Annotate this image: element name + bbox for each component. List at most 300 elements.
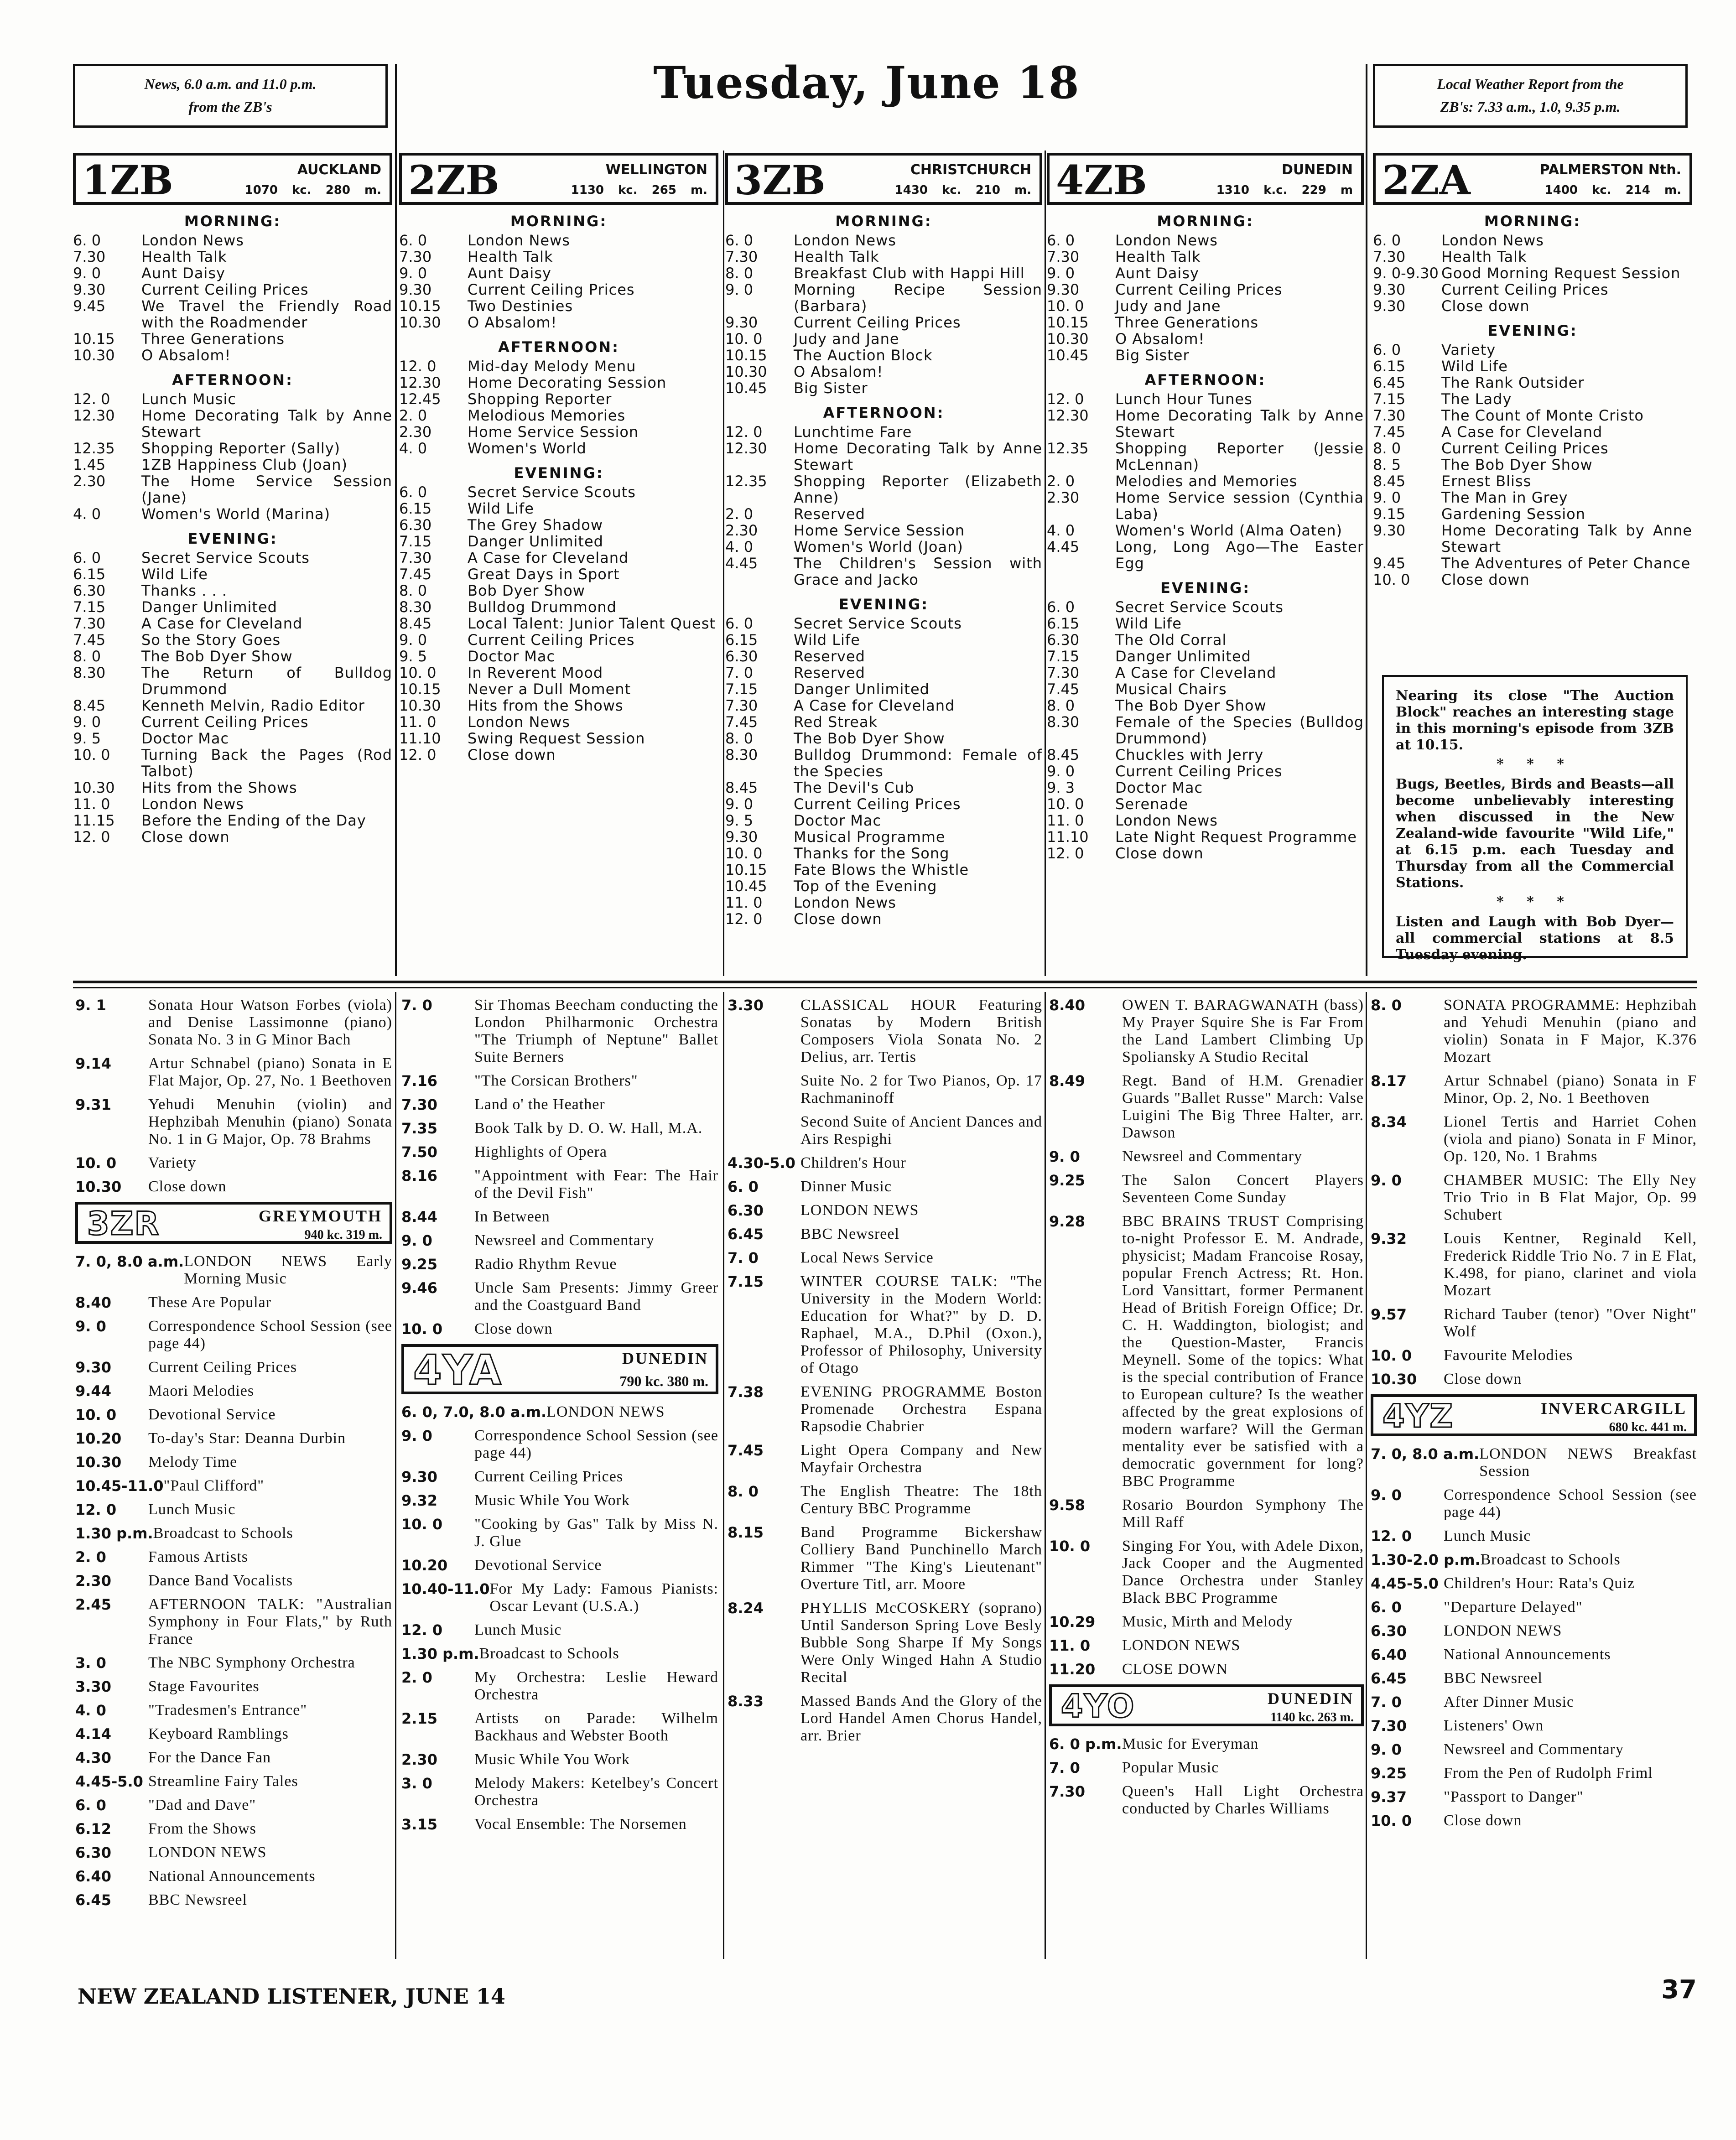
programme-item [725, 747, 1042, 779]
programme-time: 12. 0 [73, 390, 110, 408]
programme-time: 10.45 [725, 878, 767, 895]
station-call-4ya: 4YA [413, 1346, 502, 1394]
programme-item [725, 730, 1042, 747]
programme-item [399, 648, 718, 665]
programme-item [75, 1868, 392, 1885]
programme-title: Local Talent: Junior Talent Quest [468, 615, 716, 632]
programme-title: Home Service session (Cynthia Laba) [1115, 489, 1364, 523]
station-call-4yo: 4YO [1061, 1688, 1135, 1725]
page-number: 37 [1661, 1975, 1697, 2005]
lower-column-3 [728, 997, 1042, 1751]
station-city: DUNEDIN [1281, 162, 1353, 178]
programme-time: 2. 0 [75, 1548, 106, 1566]
programme-title: The Rank Outsider [1441, 374, 1585, 391]
programme-item [75, 1501, 392, 1518]
programme-time: 10.15 [1047, 314, 1089, 331]
programme-time: 2. 0 [1047, 473, 1075, 490]
programme-time: 8.45 [399, 615, 432, 632]
programme-title: Musical Programme [794, 828, 946, 846]
programme-title: The Salon Concert Players Seventeen Come Sunday [1122, 1172, 1364, 1206]
station-city: PALMERSTON Nth. [1539, 162, 1681, 178]
section-heading: AFTERNOON: [823, 404, 945, 421]
programme-item [1047, 812, 1364, 829]
programme-time: 6. 0 [725, 615, 754, 632]
programme-time: 4. 0 [73, 505, 101, 523]
programme-title: Danger Unlimited [1115, 648, 1251, 665]
programme-item [75, 1596, 392, 1648]
programme-time: 7. 0 [728, 1249, 759, 1267]
programme-title: Shopping Reporter (Jessie McLennan) [1115, 440, 1364, 473]
programme-title: Wild Life [468, 500, 534, 517]
programme-item [75, 1454, 392, 1471]
programme-item [73, 506, 392, 522]
station-city-4yo: DUNEDIN [1267, 1689, 1354, 1708]
programme-item [1047, 763, 1364, 779]
news-times-box [73, 64, 388, 128]
programme-title: Aunt Daisy [141, 265, 225, 282]
programme-time [728, 1113, 800, 1148]
programme-title: London News [141, 232, 244, 249]
programme-title: For My Lady: Famous Pianists: Oscar Levant (U.S.A.) [489, 1580, 718, 1615]
programme-item [1047, 281, 1364, 298]
programme-item [1049, 1213, 1364, 1490]
programme-time: 10.45 [725, 379, 767, 397]
programme-time: 8.24 [728, 1600, 764, 1617]
programme-item [75, 1294, 392, 1311]
programme-time: 9.30 [1373, 522, 1406, 539]
programme-time: 7.45 [73, 631, 106, 649]
programme-title: London News [1115, 232, 1218, 249]
programme-title: Red Streak [794, 713, 878, 731]
programme-time: 6. 0 [399, 232, 427, 249]
programme-time: 8.44 [401, 1208, 437, 1226]
programme-title: So the Story Goes [141, 631, 281, 649]
programme-title: O Absalom! [141, 347, 231, 364]
programme-title: Close down [474, 1320, 553, 1337]
programme-title: Close down [1441, 297, 1530, 315]
programme-time: 10. 0 [1371, 1812, 1412, 1829]
programme-title: "Appointment with Fear: The Hair of the Devil Fish" [474, 1167, 718, 1201]
programme-time: 12. 0 [1047, 845, 1084, 862]
programme-time: 9.32 [1371, 1230, 1407, 1247]
programme-item [401, 1320, 718, 1338]
programme-item [1371, 1670, 1697, 1687]
programme-item [399, 566, 718, 582]
programme-title: Never a Dull Moment [468, 680, 631, 698]
section-heading: AFTERNOON: [1144, 371, 1266, 389]
programme-title: Land o' the Heather [474, 1096, 605, 1113]
programme-time: 10.30 [399, 697, 441, 714]
programme-time: 9. 0 [1371, 1486, 1402, 1504]
programme-time: 4.45 [1047, 538, 1080, 556]
programme-item [73, 812, 392, 829]
programme-time: 8. 0 [73, 648, 101, 665]
programme-item [75, 1844, 392, 1861]
programme-title: Newsreel and Commentary [474, 1232, 655, 1249]
programme-time: 9. 0 [1047, 763, 1075, 780]
programme-title: Broadcast to Schools [153, 1525, 293, 1542]
programme-item [725, 506, 1042, 522]
programme-time: 9. 0 [73, 713, 101, 731]
programme-item [728, 1178, 1042, 1195]
weather-report-box [1373, 64, 1688, 128]
programme-item [73, 249, 392, 265]
programme-item [1371, 1072, 1697, 1107]
programme-title: Women's World (Joan) [794, 538, 963, 556]
station-call: 2ZA [1382, 156, 1471, 204]
programme-title: Secret Service Scouts [468, 483, 636, 501]
station-stamp-3zr [75, 1202, 392, 1244]
programme-title: Current Ceiling Prices [468, 281, 635, 298]
programme-time: 6. 0 [728, 1178, 759, 1195]
programme-item [399, 424, 718, 440]
programme-title: Home Service Session [794, 522, 965, 539]
programme-item [73, 779, 392, 796]
programme-time: 9. 0 [399, 631, 427, 649]
programme-time: 9. 0 [1373, 489, 1401, 506]
programme-time: 4. 0 [1047, 522, 1075, 539]
programme-item [1047, 440, 1364, 473]
programme-time: 7.30 [1049, 1783, 1085, 1800]
programme-item [75, 1749, 392, 1766]
programme-time: 7.30 [725, 248, 758, 265]
programme-time: 6.45 [728, 1226, 764, 1243]
programme-title: Variety [148, 1154, 197, 1171]
programme-item [399, 582, 718, 599]
programme-time: 6. 0 p.m. [1049, 1735, 1122, 1753]
programme-time: 9. 0 [725, 795, 754, 813]
programme-item [725, 473, 1042, 506]
programme-item [728, 1113, 1042, 1148]
programme-item [401, 1072, 718, 1090]
programme-time: 2. 0 [399, 407, 427, 424]
programme-item [75, 1477, 392, 1495]
programme-time: 7.30 [401, 1096, 437, 1113]
programme-title: To-day's Star: Deanna Durbin [148, 1430, 346, 1447]
programme-item [1047, 747, 1364, 763]
programme-time: 10. 0 [75, 1154, 117, 1172]
programme-title: London News [1115, 812, 1218, 829]
programme-time: 6.15 [1373, 358, 1406, 375]
programme-time: 12.30 [1047, 407, 1089, 424]
programme-title: Breakfast Club with Happi Hill [794, 265, 1025, 282]
programme-title: O Absalom! [1115, 330, 1205, 348]
programme-time: 6.45 [1373, 374, 1406, 391]
programme-title: Popular Music [1122, 1759, 1219, 1776]
programme-item [73, 440, 392, 457]
programme-item [1373, 358, 1692, 374]
programme-time: 8.45 [1047, 746, 1080, 764]
programme-item [728, 1383, 1042, 1435]
programme-title: Long, Long Ago—The Easter Egg [1115, 538, 1364, 572]
programme-title: Current Ceiling Prices [1441, 440, 1609, 457]
programme-item [399, 533, 718, 550]
programme-time: 9. 5 [399, 648, 427, 665]
programme-time: 10.30 [73, 779, 115, 796]
programme-time: 10. 0 [1373, 571, 1410, 588]
programme-title: My Orchestra: Leslie Heward Orchestra [474, 1669, 718, 1703]
programme-item [1047, 845, 1364, 862]
programme-title: Sonata Hour Watson Forbes (viola) and Denise Lassimonne (piano) Sonata No. 3 in G Minor Bach [148, 997, 392, 1048]
programme-time: 9.25 [1049, 1172, 1085, 1189]
programme-item [725, 796, 1042, 812]
programme-item [401, 1167, 718, 1202]
programme-time: 2. 0 [725, 505, 754, 523]
programme-title: The Man in Grey [1441, 489, 1568, 506]
programme-item [399, 407, 718, 424]
programme-time: 7.35 [401, 1120, 437, 1137]
programme-time: 7. 0 [1371, 1693, 1402, 1711]
programme-title: After Dinner Music [1444, 1693, 1575, 1710]
programme-time: 7.30 [1371, 1717, 1407, 1735]
programme-item [725, 911, 1042, 927]
programme-title: Doctor Mac [794, 812, 882, 829]
programme-item [399, 730, 718, 747]
programme-title: Maori Melodies [148, 1382, 255, 1399]
programme-title: In Reverent Mood [468, 664, 603, 681]
programme-title: Uncle Sam Presents: Jimmy Greer and the Coastguard Band [474, 1279, 718, 1314]
programme-time: 10. 0 [1371, 1347, 1412, 1364]
programme-title: The Grey Shadow [468, 516, 603, 534]
programme-title: London News [794, 894, 896, 911]
programme-title: Late Night Request Programme [1115, 828, 1357, 846]
programme-item [1049, 1661, 1364, 1678]
station-stamp-4yo [1049, 1684, 1364, 1726]
section-heading: AFTERNOON: [498, 338, 619, 356]
programme-time: 4.30 [75, 1749, 111, 1766]
programme-title: The Lady [1441, 390, 1512, 408]
programme-time: 12.35 [1047, 440, 1089, 457]
programme-time: 9.30 [725, 828, 758, 846]
programme-time: 12. 0 [75, 1501, 117, 1518]
lower-column-2 [401, 997, 718, 1839]
programme-time: 9. 3 [1047, 779, 1075, 796]
programme-title: A Case for Cleveland [1441, 423, 1603, 441]
programme-item [399, 232, 718, 249]
station-call: 3ZB [734, 156, 826, 204]
programme-title: Current Ceiling Prices [148, 1359, 297, 1376]
programme-title: The Auction Block [794, 347, 933, 364]
programme-time: 6. 0 [725, 232, 754, 249]
programme-title: Music While You Work [474, 1751, 630, 1768]
programme-item [75, 1359, 392, 1376]
programme-title: Yehudi Menuhin (violin) and Hephzibah Menuhin (piano) Sonata No. 1 in G Major, Op. 78 Brahms [148, 1096, 392, 1148]
programme-title: Book Talk by D. O. W. Hall, M.A. [474, 1120, 703, 1137]
programme-item [75, 1654, 392, 1672]
programme-item [401, 1751, 718, 1768]
programme-time: 8.45 [725, 779, 758, 796]
programme-title: Dinner Music [800, 1178, 892, 1195]
section-heading: MORNING: [184, 213, 281, 230]
programme-title: Thanks . . . [141, 582, 227, 599]
programme-title: Doctor Mac [141, 730, 229, 747]
programme-time: 11.20 [1049, 1661, 1096, 1678]
station-column-2za [1373, 153, 1692, 588]
programme-time: 6.30 [75, 1844, 111, 1861]
programme-time: 10.30 [73, 347, 115, 364]
programme-time: 7.30 [1373, 248, 1406, 265]
programme-time: 9.30 [1047, 281, 1080, 298]
programme-time: 1.30-2.0 p.m. [1371, 1551, 1481, 1569]
programme-item [401, 1096, 718, 1113]
programme-time: 10.20 [75, 1430, 122, 1447]
programme-time: 1.30 p.m. [401, 1645, 479, 1662]
programme-title: Famous Artists [148, 1548, 248, 1565]
news-times-line2: from the ZB's [188, 99, 272, 115]
programme-title: We Travel the Friendly Road with the Roadmender [141, 297, 392, 331]
programme-item [1049, 997, 1364, 1066]
programme-item [75, 1406, 392, 1423]
programme-title: The English Theatre: The 18th Century BBC Programme [800, 1483, 1042, 1517]
programme-item [1049, 1759, 1364, 1776]
programme-item [1371, 997, 1697, 1066]
programme-item [725, 894, 1042, 911]
programme-time: 6. 0 [73, 549, 101, 566]
programme-title: London News [468, 713, 570, 731]
programme-item [725, 539, 1042, 555]
page-title: Tuesday, June 18 [653, 57, 1080, 109]
programme-time: 11.10 [1047, 828, 1089, 846]
programme-title: Vocal Ensemble: The Norsemen [474, 1816, 687, 1833]
programme-item [401, 1580, 718, 1615]
programme-title: Good Morning Request Session [1441, 265, 1681, 282]
programme-time: 12.30 [399, 374, 441, 391]
programme-item [73, 714, 392, 730]
programme-title: LONDON NEWS [148, 1844, 267, 1861]
programme-title: OWEN T. BARAGWANATH (bass) My Prayer Squire She is Far From the Land Lambert Climbing Up Spoliansky A Studio Recital [1122, 997, 1364, 1065]
programme-title: Close down [468, 746, 556, 764]
programme-title: Close down [1444, 1371, 1522, 1387]
programme-title: CLASSICAL HOUR Featuring Sonatas by Modern British Composers Viola Sonata No. 2 Delius, arr. Tertis [800, 997, 1042, 1065]
station-freq-4yz: 680 kc. 441 m. [1609, 1420, 1687, 1434]
programme-item [73, 697, 392, 714]
programme-item [399, 550, 718, 566]
programme-title: Keyboard Ramblings [148, 1725, 289, 1742]
programme-title: BBC BRAINS TRUST Comprising to-night Professor E. M. Andrade, physicist; Madam Francoise Rosay, popular French Actress; Rt. Hon. Lord Vansittart, former Permanent Head of British Foreign Office; Dr. C. H. Waddington, biologist; and the Question-Master, Francis Meynell. Some of the topics: What is the special contribution of France to European culture? Is the weather affected by the great explosions of modern warfare? Will the German mentality ever be satisfied with a democratic government for long? BBC Programme [1122, 1213, 1364, 1490]
programme-time: 4. 0 [399, 440, 427, 457]
programme-time: 9.46 [401, 1279, 437, 1297]
programme-time: 8.40 [75, 1294, 111, 1311]
programme-item [1049, 1613, 1364, 1631]
programme-title: For the Dance Fan [148, 1749, 271, 1766]
programme-time: 8. 0 [728, 1483, 759, 1500]
programme-title: The Bob Dyer Show [141, 648, 293, 665]
column-divider [1366, 64, 1367, 976]
programme-title: "Passport to Danger" [1444, 1788, 1584, 1805]
programme-item [1047, 539, 1364, 571]
programme-time: 9.28 [1049, 1213, 1085, 1230]
programme-time: 4.30-5.0 [728, 1154, 795, 1172]
programme-item [728, 1273, 1042, 1377]
programme-time: 12. 0 [725, 423, 763, 441]
programme-item [73, 615, 392, 632]
programme-item [1373, 489, 1692, 506]
programme-time: 10.15 [725, 347, 767, 364]
programme-title: Suite No. 2 for Two Pianos, Op. 17 Rachmaninoff [800, 1072, 1042, 1106]
programme-title: Reserved [794, 648, 865, 665]
station-freq-4yo: 1140 kc. 263 m. [1270, 1710, 1354, 1724]
programme-item [725, 364, 1042, 380]
programme-item [1047, 391, 1364, 407]
programme-time: 8.33 [728, 1693, 764, 1710]
programme-title: Lunch Music [148, 1501, 236, 1518]
programme-time: 12. 0 [399, 746, 437, 764]
programme-item [73, 265, 392, 281]
programme-item [401, 1468, 718, 1486]
programme-item [399, 391, 718, 407]
programme-title: Aunt Daisy [468, 265, 551, 282]
programme-item [75, 1525, 392, 1542]
programme-item [399, 440, 718, 457]
programme-title: A Case for Cleveland [1115, 664, 1277, 681]
programme-title: Lunch Hour Tunes [1115, 390, 1253, 408]
programme-time: 8.15 [728, 1524, 764, 1541]
programme-item [1373, 457, 1692, 473]
programme-item [1371, 1575, 1697, 1592]
programme-title: Rosario Bourdon Symphony The Mill Raff [1122, 1496, 1364, 1531]
programme-title: EVENING PROGRAMME Boston Promenade Orchestra Espana Rapsodie Chabrier [800, 1383, 1042, 1435]
programme-time: 9.30 [1373, 281, 1406, 298]
programme-title: Reserved [794, 505, 865, 523]
programme-item [401, 1669, 718, 1704]
programme-time: 10.15 [399, 680, 441, 698]
programme-title: Sir Thomas Beecham conducting the London Philharmonic Orchestra "The Triumph of Neptune" Ballet Suite Berners [474, 997, 718, 1065]
programme-time: 10.29 [1049, 1613, 1096, 1631]
news-times-line1: News, 6.0 a.m. and 11.0 p.m. [144, 76, 317, 92]
programme-title: Home Decorating Talk by Anne Stewart [1441, 522, 1692, 556]
programme-item [73, 747, 392, 779]
programme-item [725, 440, 1042, 473]
programme-item [1047, 407, 1364, 440]
programme-time: 8. 0 [1371, 997, 1402, 1014]
programme-item [1049, 1537, 1364, 1607]
programme-title: The Adventures of Peter Chance [1441, 555, 1691, 572]
programme-time: 10.30 [75, 1454, 122, 1471]
programme-title: Aunt Daisy [1115, 265, 1199, 282]
programme-time: 7.45 [1047, 680, 1080, 698]
programme-time: 8.30 [1047, 713, 1080, 731]
programme-item [1047, 796, 1364, 812]
programme-item [725, 632, 1042, 648]
programme-item [1373, 407, 1692, 424]
programme-item [1373, 555, 1692, 571]
station-header-box [399, 153, 718, 205]
programme-title: Artur Schnabel (piano) Sonata in F Minor, Op. 2, No. 1 Beethoven [1444, 1072, 1697, 1106]
section-divider [73, 981, 1697, 983]
programme-title: Hits from the Shows [468, 697, 624, 714]
programme-title: "Cooking by Gas" Talk by Miss N. J. Glue [474, 1516, 718, 1550]
programme-title: Home Decorating Session [468, 374, 667, 391]
programme-time: 9.30 [401, 1468, 437, 1486]
programme-title: Serenade [1115, 795, 1189, 813]
programme-time: 9. 5 [725, 812, 754, 829]
programme-title: Current Ceiling Prices [794, 795, 961, 813]
programme-title: Lunchtime Fare [794, 423, 912, 441]
programme-item [1373, 473, 1692, 489]
programme-item [399, 599, 718, 615]
programme-title: In Between [474, 1208, 550, 1225]
programme-title: Singing For You, with Adele Dixon, Jack Cooper and the Augmented Dance Orchestra under Stanley Black BBC Programme [1122, 1537, 1364, 1606]
note-wild-life: Bugs, Beetles, Birds and Beasts—all become unbelievably interesting when discussed in the New Zealand-wide favourite "Wild Life," at 6.15 p.m. each Tuesday and Thursday from all the Commercial Stations. [1396, 776, 1674, 891]
programme-item [1371, 1527, 1697, 1545]
section-heading: AFTERNOON: [172, 371, 293, 389]
programme-item [1047, 648, 1364, 665]
programme-item [728, 1600, 1042, 1686]
programme-item [73, 331, 392, 347]
programme-time: 9. 0 [1371, 1172, 1402, 1189]
programme-time: 9.32 [401, 1492, 437, 1509]
programme-time: 11. 0 [1049, 1637, 1091, 1654]
